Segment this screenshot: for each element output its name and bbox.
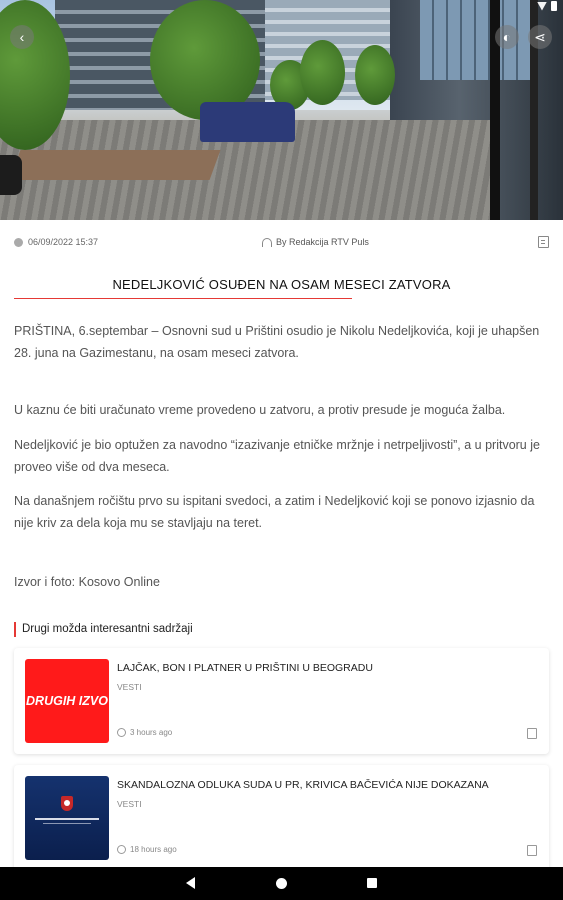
card-time-text: 18 hours ago (130, 845, 177, 854)
wifi-icon (537, 2, 547, 11)
title-divider (14, 298, 352, 299)
article-source: Izvor i foto: Kosovo Online (14, 575, 160, 589)
related-card[interactable] (14, 765, 549, 871)
nav-back-icon[interactable] (186, 877, 195, 889)
date-text: 06/09/2022 15:37 (28, 237, 99, 247)
share-icon[interactable]: ⋖ (528, 25, 552, 49)
clock-icon (117, 728, 126, 737)
bookmark-icon[interactable] (538, 236, 549, 248)
thumb-text: DRUGIH IZVO (26, 694, 108, 708)
related-heading: Drugi možda interesantni sadržaji (14, 622, 193, 637)
nav-recents-icon[interactable] (367, 878, 377, 888)
article-paragraph: Nedeljković je bio optužen za navodno “izazivanje etničke mržnje i netrpeljivosti”, a u pritvoru je proveo više od dva meseca. (14, 438, 540, 474)
clock-icon (117, 845, 126, 854)
card-title: LAJČAK, BON I PLATNER U PRIŠTINI U BEOGRADU (117, 662, 373, 674)
back-icon[interactable]: ‹ (10, 25, 34, 49)
theme-icon[interactable]: ◐ (495, 25, 519, 49)
card-time-text: 3 hours ago (130, 728, 173, 737)
author-icon (262, 238, 272, 247)
article-date (14, 237, 98, 247)
card-time (117, 728, 172, 737)
article-paragraph: U kaznu će biti uračunato vreme provedeno u zatvoru, a protiv presude je moguća žalba. (14, 403, 506, 417)
card-thumbnail (25, 659, 109, 743)
author-text: By Redakcija RTV Puls (276, 237, 369, 247)
nav-home-icon[interactable] (276, 878, 287, 889)
card-category: VESTI (117, 682, 142, 692)
article-author (262, 237, 369, 247)
article-meta (14, 234, 549, 252)
article-paragraph: PRIŠTINA, 6.septembar – Osnovni sud u Prištini osudio je Nikolu Nedeljkovića, koji je uhapšen 28. juna na Gazimestanu, na osam meseci zatvora. (14, 324, 540, 360)
status-bar (0, 0, 563, 14)
card-time (117, 845, 177, 854)
bookmark-icon[interactable] (527, 845, 537, 856)
card-category: VESTI (117, 799, 142, 809)
clock-icon (14, 238, 23, 247)
crest-icon (61, 796, 73, 811)
bookmark-icon[interactable] (527, 728, 537, 739)
related-card[interactable] (14, 648, 549, 754)
article-paragraph: Na današnjem ročištu prvo su ispitani svedoci, a zatim i Nedeljković koji se ponovo izjasnio da nije kriv za dela koja mu se stavljaju na teret. (14, 494, 535, 530)
system-nav-bar (0, 867, 563, 900)
article-title: NEDELJKOVIĆ OSUĐEN NA OSAM MESECI ZATVORA (112, 277, 451, 292)
card-thumbnail (25, 776, 109, 860)
card-title: SKANDALOZNA ODLUKA SUDA U PR, KRIVICA BAČEVIĆA NIJE DOKAZANA (117, 779, 489, 791)
battery-icon (551, 1, 557, 11)
hero-image (0, 0, 563, 220)
